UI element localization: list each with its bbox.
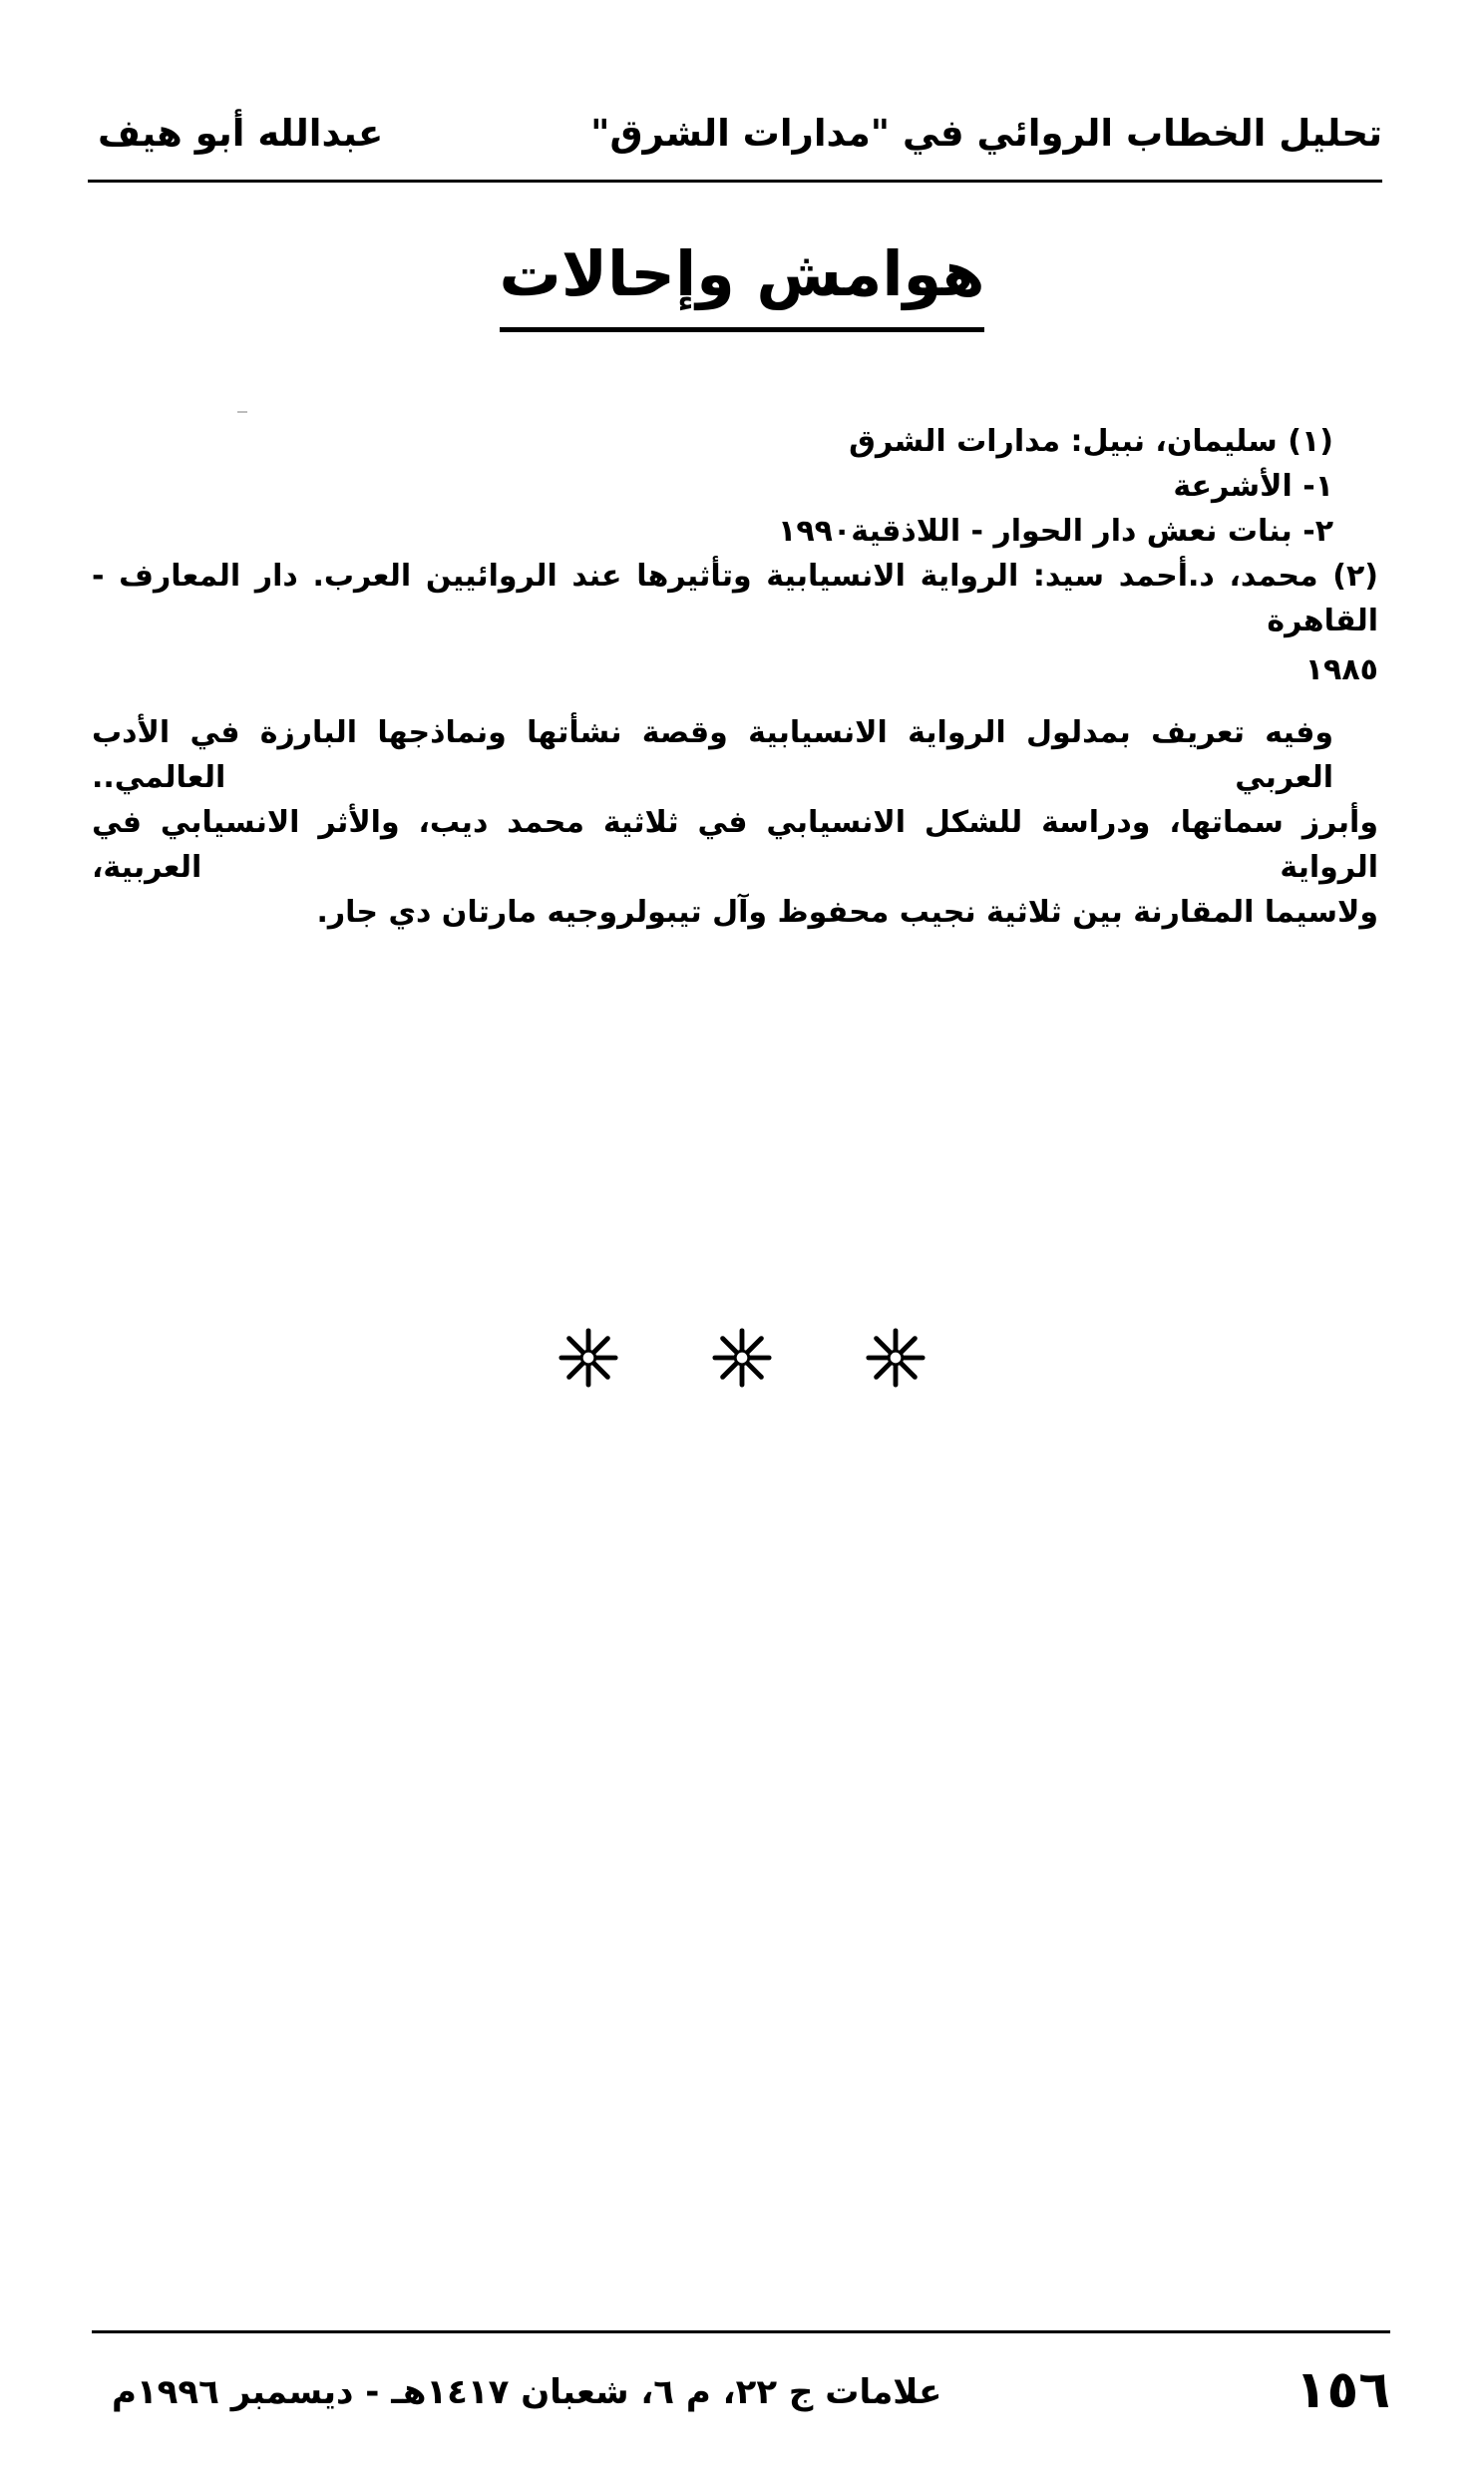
- asterisk-flower-icon: [557, 1327, 619, 1417]
- asterisk-flower-icon: [865, 1327, 927, 1417]
- footnotes: [92, 419, 1378, 935]
- note-2-description: [92, 710, 1378, 935]
- note-2-heading: (٢) محمد، د.أحمد سيد: الرواية الانسيابية وتأثيرها عند الروائيين العرب. دار المعارف - القاهرة: [92, 559, 1378, 638]
- journal-citation: علامات ج ٢٢، م ٦، شعبان ١٤١٧هـ - ديسمبر ١٩٩٦م: [112, 2372, 942, 2412]
- footer-rule: [92, 2330, 1390, 2333]
- paragraph-line-2: وأبرز سماتها، ودراسة للشكل الانسيابي في ثلاثية محمد ديب، والأثر الانسيابي في الرواية العربية،: [92, 805, 1378, 885]
- section-heading: [0, 237, 1484, 332]
- page-footer: [92, 2360, 1390, 2434]
- running-header: [88, 112, 1382, 172]
- note-2-year: ١٩٨٥: [1304, 652, 1378, 687]
- asterisk-flower-icon: [711, 1327, 773, 1417]
- note-1-item-1: ١- الأشرعة: [1173, 469, 1333, 504]
- running-author: عبدالله أبو هيف: [98, 112, 384, 155]
- section-heading-text: هوامش وإحالات: [500, 237, 985, 332]
- header-rule: [88, 180, 1382, 183]
- paragraph-line-1: وفيه تعريف بمدلول الرواية الانسيابية وقصة نشأتها ونماذجها البارزة في الأدب العربي العالمي..: [92, 715, 1333, 795]
- section-ornament: [0, 1327, 1484, 1417]
- paragraph-line-3: ولاسيما المقارنة بين ثلاثية نجيب محفوظ وآل تيبولروجيه مارتان دي جار.: [316, 895, 1378, 930]
- page-number: ١٥٦: [1295, 2360, 1390, 2420]
- note-1-heading: (١) سليمان، نبيل: مدارات الشرق: [849, 424, 1333, 459]
- scan-speck: [237, 411, 247, 413]
- note-1-item-2: ٢- بنات نعش دار الحوار - اللاذقية١٩٩٠: [778, 514, 1333, 549]
- running-title: تحليل الخطاب الروائي في "مدارات الشرق": [590, 112, 1382, 155]
